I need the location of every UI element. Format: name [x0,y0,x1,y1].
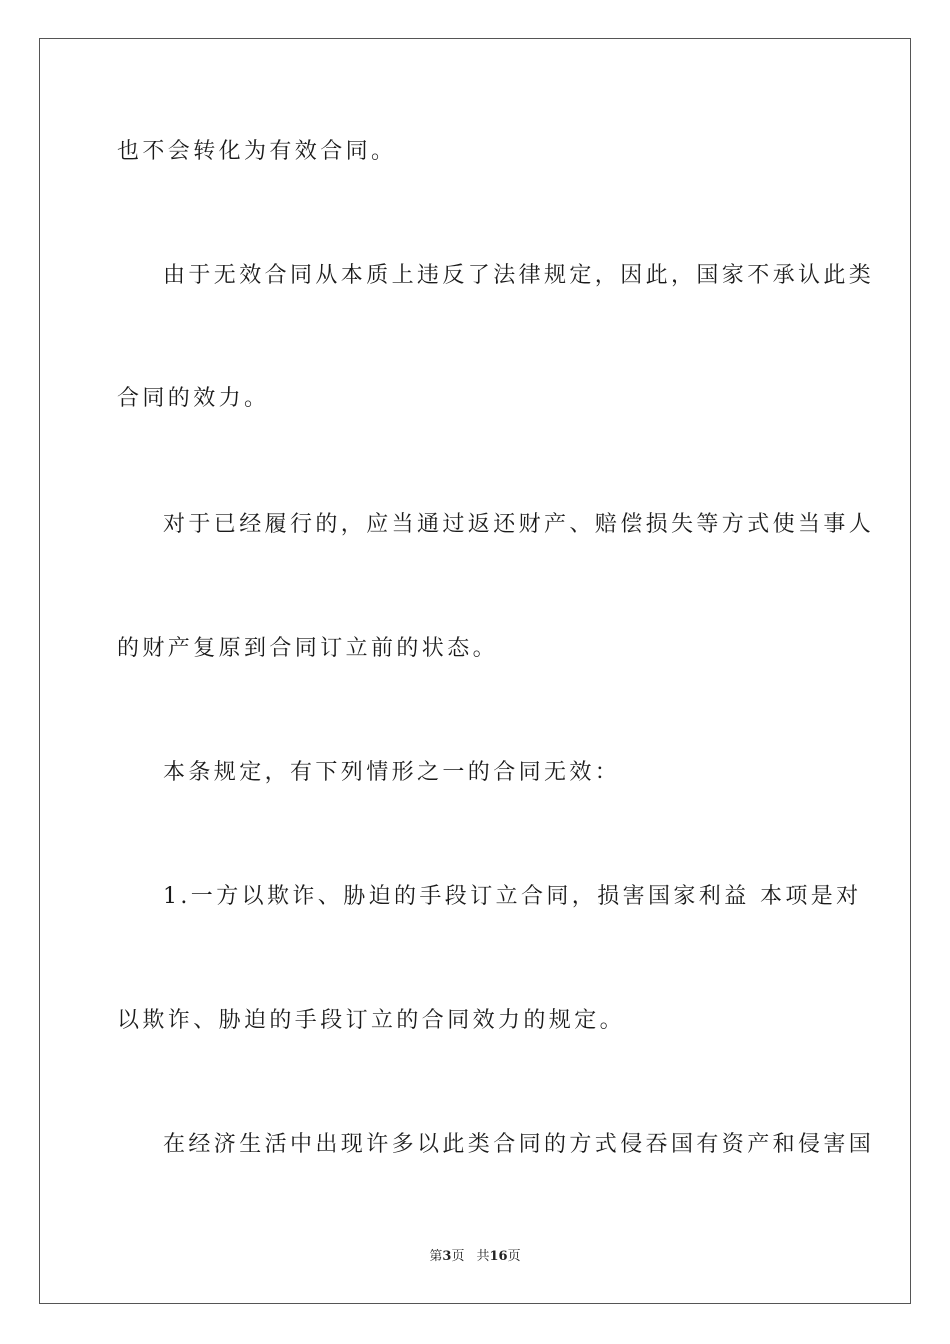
text-line-8: 以欺诈、胁迫的手段订立的合同效力的规定。 [117,1008,626,1033]
text-line-1: 也不会转化为有效合同。 [117,139,397,164]
text-line-5: 的财产复原到合同订立前的状态。 [117,636,499,661]
total-label-suffix: 页 [507,1249,521,1264]
total-label-prefix: 共 [476,1249,490,1264]
text-line-7: 1.一方以欺诈、胁迫的手段订立合同，损害国家利益 本项是对 [163,884,862,909]
page-label-suffix: 页 [451,1249,465,1264]
total-page-count: 16 [489,1249,508,1264]
text-line-2: 由于无效合同从本质上违反了法律规定，因此，国家不承认此类 [163,263,875,288]
text-line-9: 在经济生活中出现许多以此类合同的方式侵吞国有资产和侵害国 [163,1132,875,1157]
page-footer [0,1248,950,1266]
text-line-6: 本条规定，有下列情形之一的合同无效： [163,760,621,785]
current-page-number: 3 [442,1249,452,1264]
page-border [39,38,911,1304]
text-line-3: 合同的效力。 [117,386,270,411]
page-label-prefix: 第 [429,1249,443,1264]
text-line-4: 对于已经履行的，应当通过返还财产、赔偿损失等方式使当事人 [163,512,875,537]
